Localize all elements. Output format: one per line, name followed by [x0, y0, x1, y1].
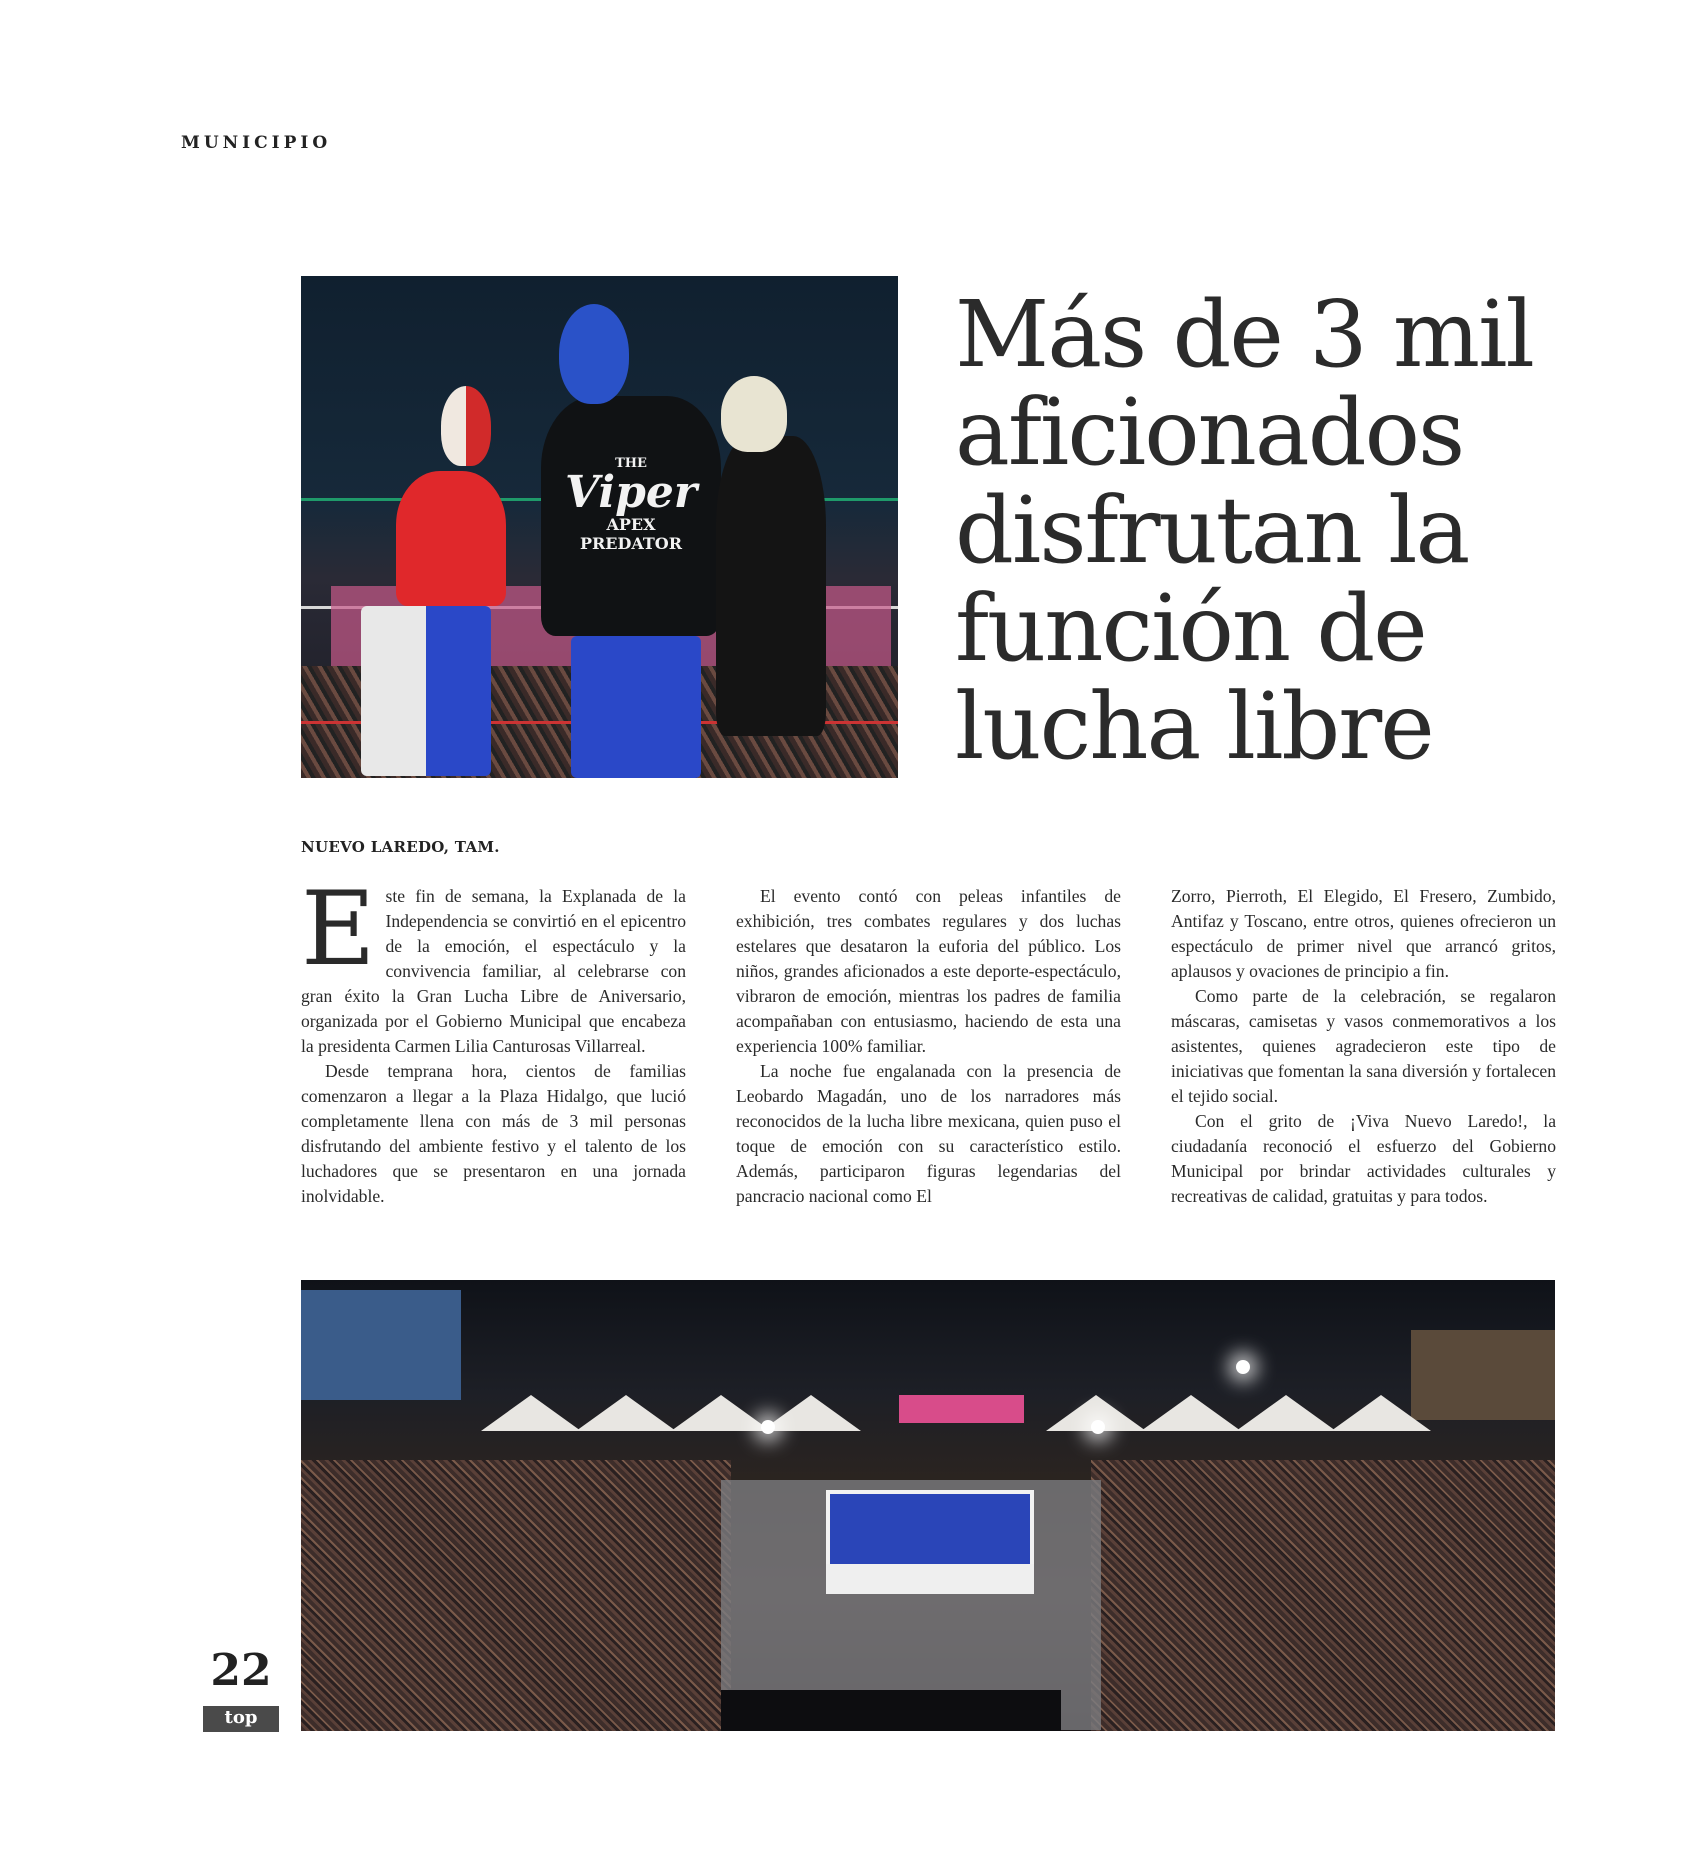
page-tag: top: [203, 1706, 279, 1732]
blue-mask: [559, 304, 629, 404]
ring-skirt: [826, 1564, 1034, 1594]
tent: [1331, 1395, 1431, 1431]
stage-banner: [899, 1395, 1024, 1423]
tent: [1236, 1395, 1336, 1431]
shirt-line: THE: [615, 456, 647, 471]
tent: [761, 1395, 861, 1431]
section-label: MUNICIPIO: [181, 133, 332, 153]
tent: [576, 1395, 676, 1431]
stadium-light: [1091, 1420, 1105, 1434]
tent: [481, 1395, 581, 1431]
paragraph: El evento contó con peleas infantiles de exhibición, tres combates regulares y dos luchas estelares que desataron la euforia del público. Los niños, grandes aficionados a este deporte-espectáculo, vibraron de emoción, mientras los padres de familia acompañaban con entusiasmo, haciendo de esta una experiencia 100% familiar.: [736, 886, 1121, 1056]
article-column-2: [736, 884, 1121, 1209]
building-right: [1411, 1330, 1555, 1420]
silver-mask: [721, 376, 787, 452]
child-wrestler-left: [396, 471, 506, 606]
building-left: [301, 1290, 461, 1400]
wrestling-ring: [826, 1490, 1034, 1568]
drop-cap: E: [301, 870, 376, 989]
tent: [671, 1395, 771, 1431]
shirt-print: [556, 456, 706, 553]
wrestlers-photo: [301, 276, 898, 778]
headline: Más de 3 mil aficionados disfrutan la función de lucha libre: [955, 281, 1533, 780]
page-number: 22: [210, 1645, 272, 1696]
shirt-line: PREDATOR: [579, 534, 683, 553]
crowd-right: [1091, 1460, 1555, 1731]
red-white-mask: [441, 386, 491, 466]
shirt-line: Viper: [564, 467, 698, 518]
blue-tights: [571, 636, 701, 778]
plaza-event-photo: [301, 1280, 1555, 1731]
stadium-light: [1236, 1360, 1250, 1374]
paragraph: Como parte de la celebración, se regalaron máscaras, camisetas y vasos conmemorativos a los asistentes, quienes agradecieron este tipo de iniciativas que fomentan la sana diversión y fortalecen el tejido social.: [1171, 986, 1556, 1106]
paragraph-text: ste fin de semana, la Explanada de la Independencia se convirtió en el epicentro de la emoción, el espectáculo y la convivencia familiar, al celebrarse con gran éxito la Gran Lucha Libre de Aniversario, organizada por el Gobierno Municipal que encabeza la presidenta Carmen Lilia Canturosas Villarreal.: [301, 886, 686, 1056]
paragraph: Desde temprana hora, cientos de familias comenzaron a llegar a la Plaza Hidalgo, que lució completamente llena con más de 3 mil personas disfrutando del ambiente festivo y el talento de los luchadores que se presentaron en una jornada inolvidable.: [301, 1061, 686, 1206]
bottom-shadow: [721, 1690, 1061, 1731]
crowd-left: [301, 1460, 731, 1731]
paragraph: Con el grito de ¡Viva Nuevo Laredo!, la ciudadanía reconoció el esfuerzo del Gobierno Municipal por brindar actividades culturales y recreativas de calidad, gratuitas y para todos.: [1171, 1111, 1556, 1206]
article-column-1: [301, 870, 686, 1209]
stadium-light: [761, 1420, 775, 1434]
paragraph: [301, 870, 686, 1059]
paragraph: Zorro, Pierroth, El Elegido, El Fresero, Zumbido, Antifaz y Toscano, entre otros, quienes ofrecieron un espectáculo de primer nivel que arrancó gritos, aplausos y ovaciones de principio a fin.: [1171, 886, 1556, 981]
dateline: NUEVO LAREDO, TAM.: [301, 838, 500, 856]
wrestler-tights: [361, 606, 491, 776]
shirt-line: APEX: [606, 515, 656, 534]
paragraph: La noche fue engalanada con la presencia de Leobardo Magadán, uno de los narradores más reconocidos de la lucha libre mexicana, quien puso el toque de emoción con su característico estilo. Además, participaron figuras legendarias del pancracio nacional como El: [736, 1061, 1121, 1206]
child-wrestler-right: [716, 436, 826, 736]
tent: [1141, 1395, 1241, 1431]
article-column-3: [1171, 884, 1556, 1209]
